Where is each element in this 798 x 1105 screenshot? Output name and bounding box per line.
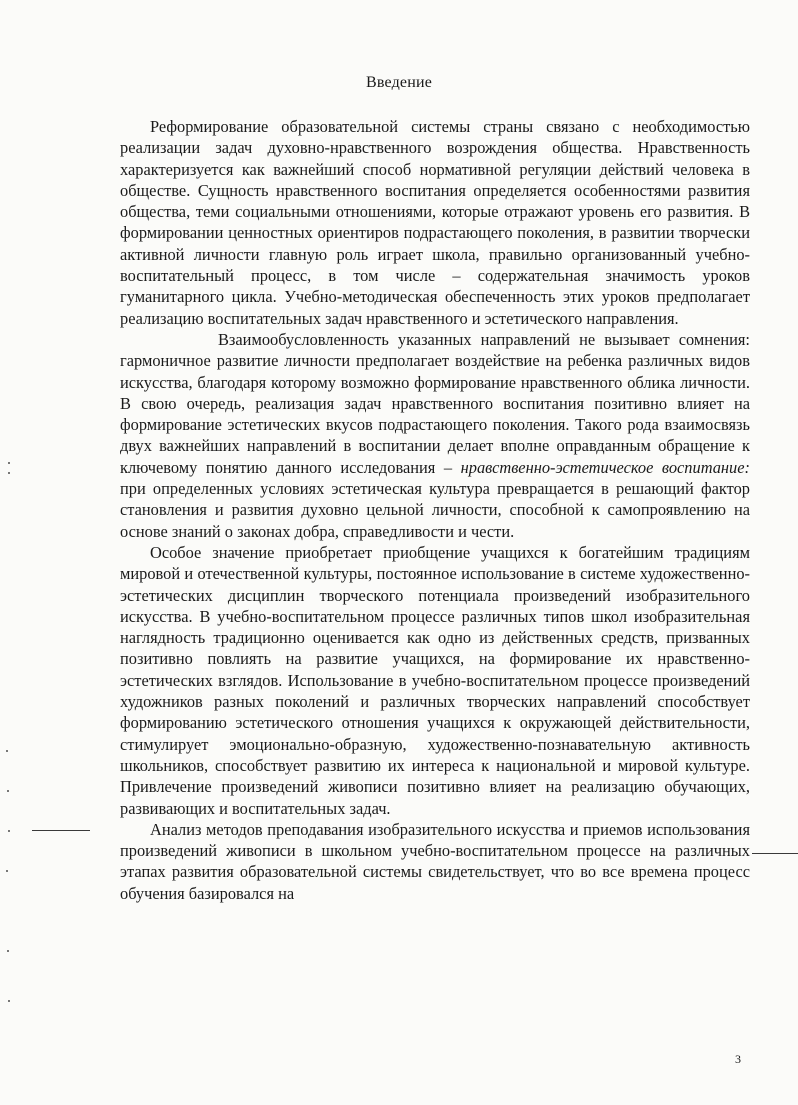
- scan-artifact-dot: [6, 750, 8, 752]
- document-title: Введение: [365, 74, 433, 91]
- scan-artifact-line-right: [752, 853, 798, 854]
- scan-artifact-line-left: [32, 830, 90, 831]
- body-text: [120, 116, 750, 904]
- scan-artifact-dot: [7, 790, 9, 792]
- paragraph-2-start: Взаимообусловленность указанных направлений не вызывает сомнения: гармоничное развитие личности предполагает воздействие на ребенка различных видов искусства, благодаря которому возможно формирование нравственного облика личности. В свою очередь, реализация задач нравственного воспитания позитивно влияет на формирование эстетических вкусов подрастающего поколения. Такого рода взаимосвязь двух важнейших направлений в воспитании делает вполне оправданным обращение к ключевому понятию данного исследования –: [120, 329, 750, 477]
- paragraph-4: Анализ методов преподавания изобразительного искусства и приемов использования произведений живописи в школьном учебно-воспитательном процессе на различных этапах развития образовательной системы свидетельствует, что во все времена процесс обучения базировался на: [120, 819, 750, 903]
- scan-artifact-dot: [7, 950, 9, 952]
- scan-artifact-dot: [8, 462, 10, 464]
- paragraph-2-end: при определенных условиях эстетическая культура превращается в решающий фактор становления и развития духовно цельной личности, способной к самопроявлению на основе знаний о законах добра, справедливости и чести.: [120, 479, 750, 541]
- scan-artifact-dot: [6, 870, 8, 872]
- paragraph-2: [120, 329, 750, 542]
- paragraph-3: Особое значение приобретает приобщение учащихся к богатейшим традициям мировой и отечественной культуры, постоянное использование в системе художественно-эстетических дисциплин творческого потенциала произведений изобразительного искусства. В учебно-воспитательном процессе различных типов школ изобразительная наглядность традиционно оценивается как одно из действенных средств, призванных позитивно повлиять на развитие учащихся, на формирование их нравственно-эстетических взглядов. Использование в учебно-воспитательном процессе произведений художников разных поколений и различных творческих направлений способствует формированию эстетического отношения учащихся к окружающей действительности, стимулирует эмоционально-образную, художественно-познавательную активность школьников, способствует развитию их интереса к национальной и мировой культуре. Привлечение произведений живописи позитивно влияет на реализацию обучающих, развивающих и воспитательных задач.: [120, 542, 750, 818]
- scan-artifact-dot: [8, 1000, 10, 1002]
- page-number: 3: [735, 1052, 741, 1066]
- scan-artifact-dot: [8, 830, 10, 832]
- paragraph-1: Реформирование образовательной системы страны связано с необходимостью реализации задач духовно-нравственного возрождения общества. Нравственность характеризуется как важнейший способ нормативной регуляции действий человека в обществе. Сущность нравственного воспитания определяется особенностями развития общества, теми социальными отношениями, которые отражают уровень его развития. В формировании ценностных ориентиров подрастающего поколения, в развитии творчески активной личности главную роль играет школа, правильно организованный учебно-воспитательный процесс, в том числе – содержательная значимость уроков гуманитарного цикла. Учебно-методическая обеспеченность этих уроков предполагает реализацию воспитательных задач нравственного и эстетического направления.: [120, 117, 750, 328]
- key-term: нравственно-эстетическое воспитание:: [460, 457, 750, 477]
- scan-artifact-dot: [8, 472, 10, 474]
